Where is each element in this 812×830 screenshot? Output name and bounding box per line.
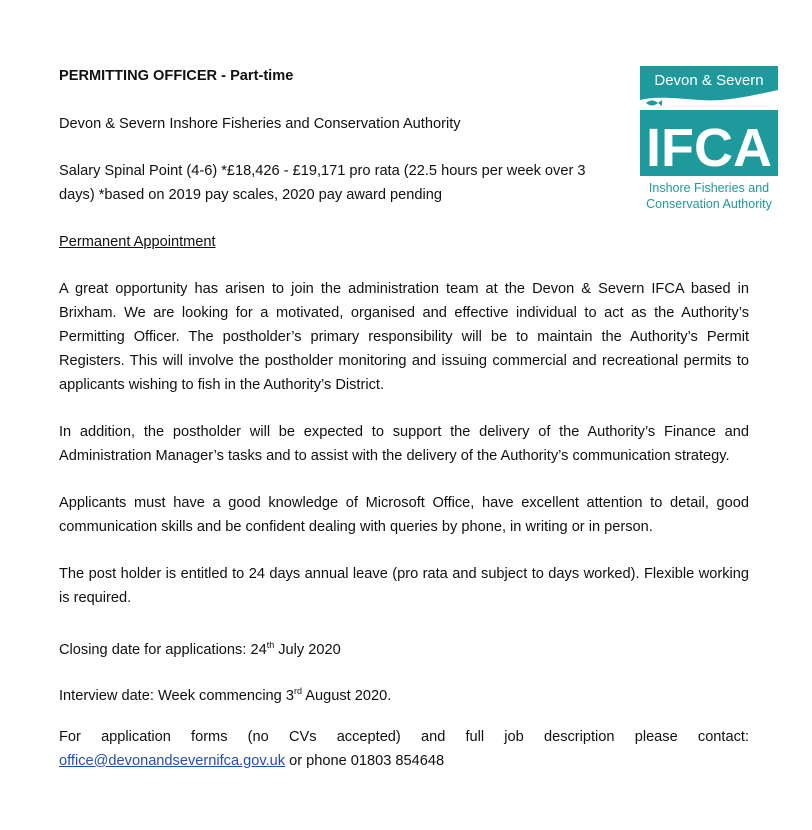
- fish-icon: [646, 100, 662, 106]
- ifca-logo: [640, 66, 778, 214]
- paragraph-annual-leave: The post holder is entitled to 24 days annual leave (pro rata and subject to days worked). Flexible working is required.: [59, 566, 749, 606]
- closing-date-suffix: th: [266, 640, 275, 650]
- logo-sub-line1: Inshore Fisheries and: [648, 181, 770, 195]
- salary-details: Salary Spinal Point (4-6) *£18,426 - £19,171 pro rata (22.5 hours per week over 3 days) *based on 2019 pay scales, 2020 pay award pending: [59, 163, 586, 203]
- closing-date: [59, 633, 749, 662]
- closing-date-rest: July 2020: [274, 641, 341, 658]
- contact-email-link[interactable]: office@devonandsevernifca.gov.uk: [59, 752, 286, 769]
- interview-date-label: Interview date: Week commencing 3: [59, 687, 294, 704]
- paragraph-support: In addition, the postholder will be expected to support the delivery of the Authority’s Finance and Administration Manager’s tasks and to assist with the delivery of the Authority’s communication strategy.: [59, 424, 749, 464]
- interview-date: [59, 679, 749, 708]
- logo-sub-line2: Conservation Authority: [646, 197, 772, 211]
- ifca-logo-graphic: [640, 66, 778, 214]
- interview-date-suffix: rd: [293, 685, 302, 696]
- logo-top-text: Devon & Severn: [654, 72, 764, 89]
- appointment-type: Permanent Appointment: [59, 234, 216, 250]
- paragraph-opportunity: A great opportunity has arisen to join the administration team at the Devon & Severn IFCA based in Brixham. We are looking for a motivated, organised and effective individual to act as the Authority’s Permitting Officer. The postholder’s primary responsibility will be to maintain the Authority’s Permit Registers. This will involve the postholder monitoring and issuing commercial and recreational permits to applicants wishing to fish in the Authority’s District.: [59, 281, 749, 393]
- contact-info: [59, 725, 749, 773]
- closing-date-label: Closing date for applications: 24: [59, 641, 267, 658]
- job-title: PERMITTING OFFICER - Part-time: [59, 68, 294, 84]
- paragraph-requirements: Applicants must have a good knowledge of Microsoft Office, have excellent attention to detail, good communication skills and be confident dealing with queries by phone, in writing or in person.: [59, 495, 749, 535]
- contact-phone: or phone 01803 854648: [285, 752, 445, 769]
- logo-main-text: IFCA: [646, 118, 772, 178]
- contact-intro: For application forms (no CVs accepted) and full job description please contact:: [59, 728, 749, 745]
- organisation-name: Devon & Severn Inshore Fisheries and Conservation Authority: [59, 116, 461, 132]
- interview-date-rest: August 2020.: [301, 687, 392, 704]
